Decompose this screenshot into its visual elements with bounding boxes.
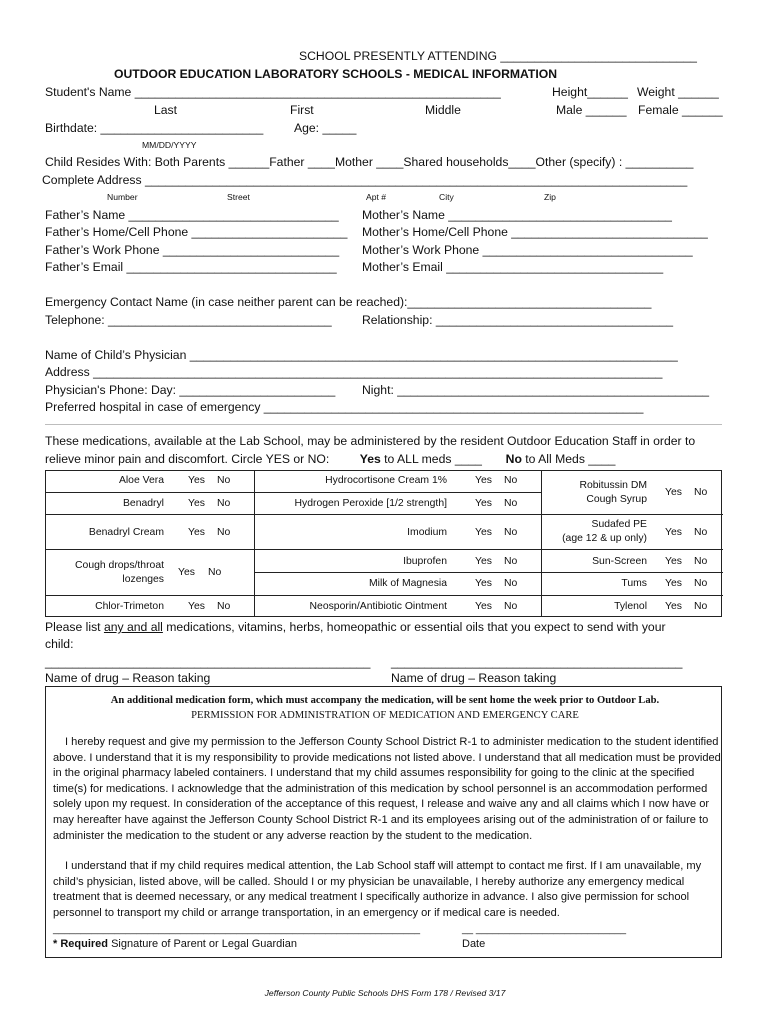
signature-label: Signature of Parent or Legal Guardian [111, 938, 297, 950]
yes-option[interactable]: Yes [665, 487, 682, 498]
preferred-hospital-field[interactable]: Preferred hospital in case of emergency ________________________________________________________ [45, 400, 644, 414]
med-sudafed: Sudafed PE [591, 519, 647, 530]
table-divider [541, 572, 723, 573]
address-caption-apt: Apt # [366, 192, 387, 202]
yes-option[interactable]: Yes [475, 601, 492, 612]
no-option[interactable]: No [504, 475, 518, 486]
yes-option[interactable]: Yes [475, 498, 492, 509]
no-all-label: No [505, 452, 522, 466]
med-milk-of-magnesia: Milk of Magnesia [369, 578, 447, 589]
height-field[interactable]: Height______ [552, 85, 628, 99]
table-divider [254, 492, 541, 493]
required-marker: * Required [53, 938, 109, 950]
school-attending-field[interactable]: SCHOOL PRESENTLY ATTENDING _____________________________ [299, 49, 697, 63]
yes-option[interactable]: Yes [188, 498, 205, 509]
father-work-phone-field[interactable]: Father’s Work Phone __________________________ [45, 243, 340, 257]
section-divider [45, 424, 722, 425]
middle-name-caption: Middle [425, 103, 461, 117]
no-option[interactable]: No [504, 601, 518, 612]
yes-option[interactable]: Yes [178, 567, 195, 578]
table-divider [254, 572, 541, 573]
yes-option[interactable]: Yes [665, 556, 682, 567]
meds-intro-line2 [45, 452, 615, 466]
no-option[interactable]: No [504, 498, 518, 509]
yes-option[interactable]: Yes [188, 601, 205, 612]
yes-all-label: Yes [359, 452, 381, 466]
meds-intro-line1: These medications, available at the Lab School, may be administered by the resident Outdoor Education Staff in order to [45, 434, 696, 448]
yes-option[interactable]: Yes [475, 578, 492, 589]
table-divider [541, 549, 723, 550]
male-field[interactable]: Male ______ [556, 103, 627, 117]
table-divider [541, 595, 723, 596]
first-name-caption: First [290, 103, 314, 117]
med-robitussin-line2: Cough Syrup [586, 494, 647, 505]
father-phone-field[interactable]: Father’s Home/Cell Phone _______________________ [45, 225, 348, 239]
mother-work-phone-field[interactable]: Mother’s Work Phone _______________________________ [362, 243, 693, 257]
yes-option[interactable]: Yes [475, 527, 492, 538]
physician-day-phone-field[interactable]: Physician's Phone: Day: _______________________ [45, 383, 336, 397]
no-all-meds-field[interactable]: to All Meds ____ [525, 452, 616, 466]
weight-field[interactable]: Weight ______ [637, 85, 719, 99]
med-neosporin: Neosporin/Antibiotic Ointment [309, 601, 447, 612]
drug-reason-field-right[interactable]: ___________________________________________ [391, 655, 683, 669]
no-option[interactable]: No [504, 578, 518, 589]
med-benadryl: Benadryl [122, 498, 164, 509]
no-option[interactable]: No [504, 527, 518, 538]
no-option[interactable]: No [217, 527, 231, 538]
address-caption-street: Street [227, 192, 250, 202]
mother-name-field[interactable]: Mother’s Name _________________________________ [362, 208, 672, 222]
meds-intro-circle-text: relieve minor pain and discomfort. Circle YES or NO: [45, 452, 330, 466]
address-caption-number: Number [107, 192, 138, 202]
no-option[interactable]: No [504, 556, 518, 567]
yes-option[interactable]: Yes [665, 578, 682, 589]
last-name-caption: Last [154, 103, 178, 117]
yes-all-meds-field[interactable]: to ALL meds ____ [384, 452, 482, 466]
complete-address-field[interactable]: Complete Address ________________________________________________________________________________ [42, 173, 688, 187]
yes-option[interactable]: Yes [188, 475, 205, 486]
table-divider [254, 595, 541, 596]
father-name-field[interactable]: Father’s Name _______________________________ [45, 208, 339, 222]
med-aloe-vera: Aloe Vera [118, 475, 164, 486]
age-field[interactable]: Age: _____ [294, 121, 357, 135]
mother-email-field[interactable]: Mother’s Email ________________________________ [362, 260, 664, 274]
med-sun-screen: Sun-Screen [592, 556, 647, 567]
med-imodium: Imodium [407, 527, 447, 538]
med-benadryl-cream: Benadryl Cream [88, 527, 164, 538]
physician-address-field[interactable]: Address ____________________________________________________________________________________ [45, 365, 663, 379]
emergency-contact-field[interactable]: Emergency Contact Name (in case neither parent can be reached):____________________________________ [45, 295, 652, 309]
med-hydrogen-peroxide: Hydrogen Peroxide [1/2 strength] [294, 498, 447, 509]
no-option[interactable]: No [694, 556, 708, 567]
table-divider [541, 514, 723, 515]
med-ibuprofen: Ibuprofen [403, 556, 447, 567]
emergency-telephone-field[interactable]: Telephone: _________________________________ [45, 313, 332, 327]
student-name-field[interactable]: Student's Name ______________________________________________________ [45, 85, 501, 99]
permission-heading: PERMISSION FOR ADMINISTRATION OF MEDICATION AND EMERGENCY CARE [191, 710, 579, 721]
no-option[interactable]: No [217, 498, 231, 509]
permission-paragraph-1: I hereby request and give my permission to the Jefferson County School District R-1 to administer medication to the student identified above. I understand that it is my responsibility to provide medications not listed above. I understand that all medication must be provided in the original pharmacy labeled containers. I understand that my child assumes responsibility for going to the clinic at the specified time(s) for medications. I acknowledge that the administration of this medication by school personnel is an accommodation performed solely upon my request. In consideration of the acceptance of this request, I release and waive any and all claims which I now have or may hereafter have against the Jefferson County School District R-1 and its employees arising out of the administration of or failure to administer the medication to the student or any adverse reaction by the student to the medication. [53, 736, 721, 842]
list-meds-instruction [45, 620, 666, 634]
yes-option[interactable]: Yes [665, 601, 682, 612]
no-option[interactable]: No [694, 527, 708, 538]
form-title: OUTDOOR EDUCATION LABORATORY SCHOOLS - MEDICAL INFORMATION [114, 67, 558, 81]
emergency-relationship-field[interactable]: Relationship: ___________________________________ [362, 313, 674, 327]
list-meds-text-a: Please list [45, 620, 104, 634]
no-option[interactable]: No [217, 475, 231, 486]
med-sudafed-note: (age 12 & up only) [562, 533, 647, 544]
list-meds-text-b: medications, vitamins, herbs, homeopathic or essential oils that you expect to send with your [162, 620, 666, 634]
yes-option[interactable]: Yes [475, 475, 492, 486]
no-option[interactable]: No [217, 601, 231, 612]
footer-form-number: Jefferson County Public Schools DHS Form 178 / Revised 3/17 [264, 988, 506, 998]
physician-name-field[interactable]: Name of Child’s Physician ________________________________________________________________________ [45, 348, 678, 362]
no-option[interactable]: No [694, 578, 708, 589]
additional-form-notice: An additional medication form, which must accompany the medication, will be sent home the week prior to Outdoor Lab. [110, 695, 660, 706]
table-divider [46, 595, 254, 596]
father-email-field[interactable]: Father’s Email _______________________________ [45, 260, 337, 274]
table-divider [254, 549, 541, 550]
physician-night-phone-field[interactable]: Night: ______________________________________________ [362, 383, 710, 397]
list-meds-instruction-line2: child: [45, 637, 74, 651]
med-tums: Tums [621, 578, 647, 589]
yes-option[interactable]: Yes [188, 527, 205, 538]
med-cough-drops: Cough drops/throat [75, 560, 164, 571]
med-tylenol: Tylenol [614, 601, 647, 612]
address-caption-city: City [439, 192, 454, 202]
no-option[interactable]: No [694, 487, 708, 498]
birthdate-field[interactable]: Birthdate: ________________________ [45, 121, 264, 135]
address-caption-zip: Zip [544, 192, 556, 202]
mother-phone-field[interactable]: Mother’s Home/Cell Phone _____________________________ [362, 225, 708, 239]
date-format-caption: MM/DD/YYYY [142, 140, 197, 150]
table-divider [254, 514, 541, 515]
signature-caption [53, 938, 297, 950]
table-divider [46, 514, 254, 515]
yes-option[interactable]: Yes [665, 527, 682, 538]
med-robitussin: Robitussin DM [579, 480, 647, 491]
drug-reason-caption-left: Name of drug – Reason taking [45, 671, 211, 685]
date-field[interactable]: __ ___________________________ [462, 924, 627, 935]
permission-paragraph-2: I understand that if my child requires medical attention, the Lab School staff will attempt to contact me first. If I am unavailable, my child’s physician, listed above, will be called. Should I or my physician be unavailable, I hereby authorize any emergency medical treatment that is deemed necessary, or any medical treatment I specifically authorize in advance. I also give permission for school personnel to transport my child or arrange transportation, in an emergency or if medical care is needed. [53, 860, 702, 919]
med-hydrocortisone: Hydrocortisone Cream 1% [325, 475, 447, 486]
med-chlor-trimeton: Chlor-Trimeton [95, 601, 164, 612]
drug-reason-field-left[interactable]: ________________________________________________ [45, 655, 371, 669]
table-divider [46, 549, 254, 550]
resides-with-field[interactable]: Child Resides With: Both Parents ______Father ____Mother ____Shared households____Other (specify) : __________ [45, 155, 694, 169]
no-option[interactable]: No [208, 567, 222, 578]
date-label: Date [462, 938, 486, 950]
yes-option[interactable]: Yes [475, 556, 492, 567]
no-option[interactable]: No [694, 601, 708, 612]
table-divider [46, 492, 254, 493]
list-meds-emphasis: any and all [103, 620, 163, 634]
med-cough-drops-line2: lozenges [122, 574, 164, 585]
drug-reason-caption-right: Name of drug – Reason taking [391, 671, 557, 685]
female-field[interactable]: Female ______ [638, 103, 723, 117]
signature-field[interactable]: __________________________________________________________________ [53, 924, 421, 935]
medication-table [45, 470, 722, 617]
